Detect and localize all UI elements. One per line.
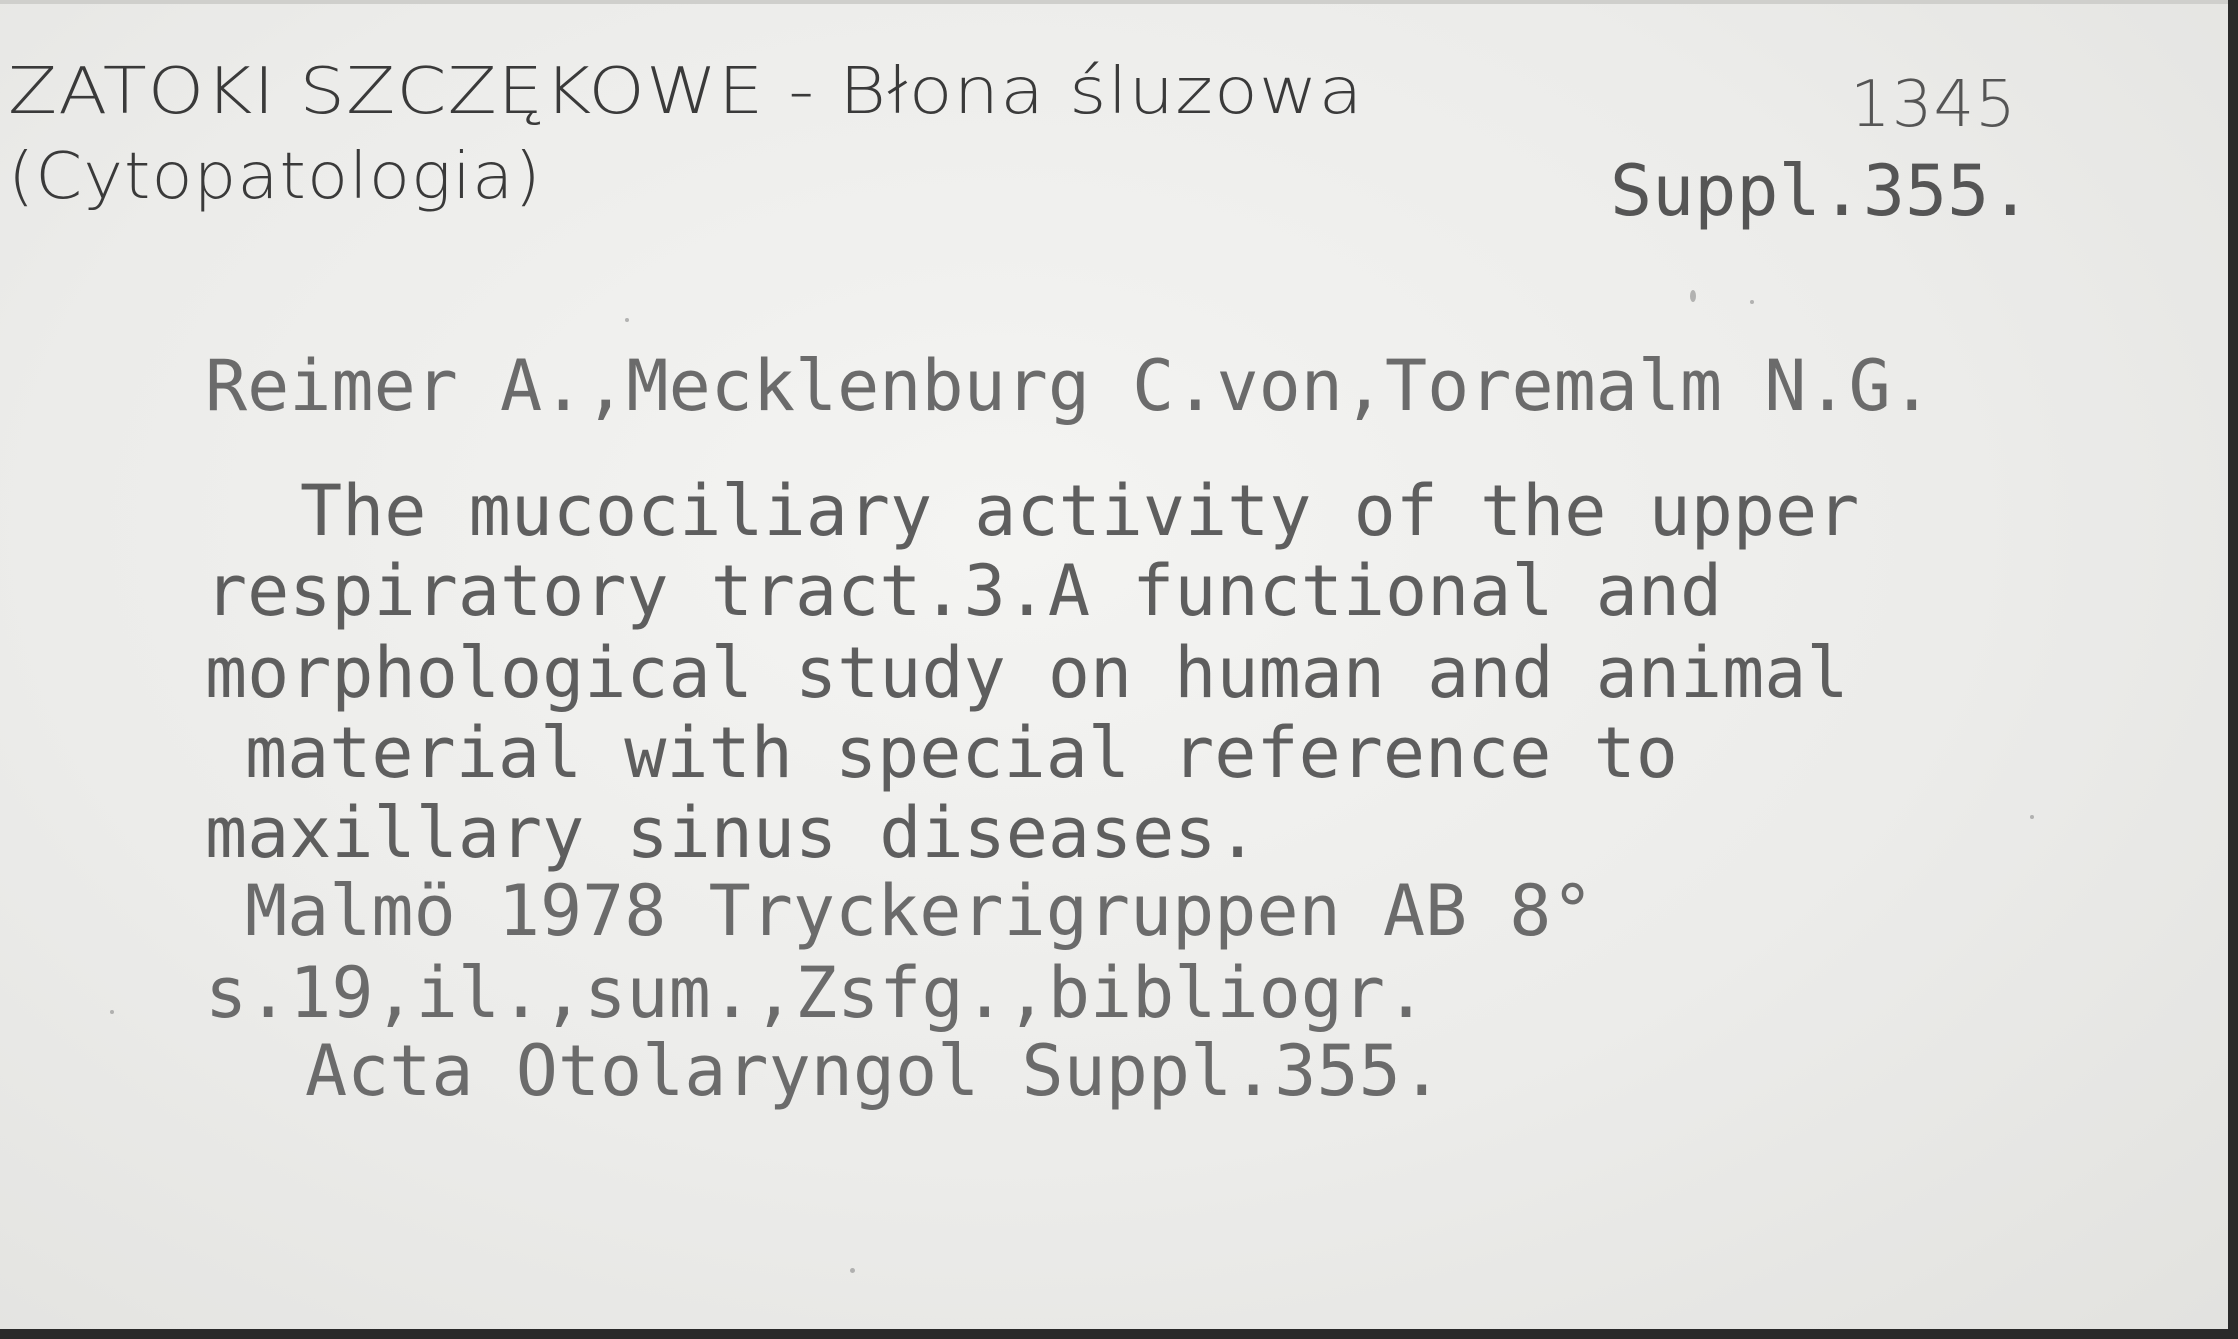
series-line: Acta Otolaryngol Suppl.355.	[305, 1030, 1443, 1112]
ink-speck	[2030, 815, 2034, 819]
subject-subheading: (Cytopatologia)	[8, 140, 542, 214]
title-line: maxillary sinus diseases.	[205, 792, 1259, 874]
subject-heading: ZATOKI SZCZĘKOWE - Błona śluzowa	[8, 55, 1364, 129]
title-line: material with special reference to	[245, 712, 1678, 794]
ink-speck	[1750, 300, 1754, 304]
supplement-reference: Suppl.355.	[1610, 150, 2032, 232]
ink-speck	[850, 1268, 855, 1273]
title-line: respiratory tract.3.A functional and	[205, 550, 1723, 632]
collation-line: s.19,il.,sum.,Zsfg.,bibliogr.	[205, 952, 1428, 1034]
ink-speck	[1690, 290, 1696, 302]
card-top-edge	[0, 0, 2228, 4]
title-line: morphological study on human and animal	[205, 632, 1849, 714]
authors-line: Reimer A.,Mecklenburg C.von,Toremalm N.G.	[205, 345, 1933, 427]
ink-speck	[110, 1010, 114, 1014]
ink-speck	[625, 318, 629, 322]
call-number: 1345	[1850, 68, 2017, 142]
title-line: The mucociliary activity of the upper	[300, 470, 1860, 552]
publication-line: Malmö 1978 Tryckerigruppen AB 8°	[245, 870, 1594, 952]
